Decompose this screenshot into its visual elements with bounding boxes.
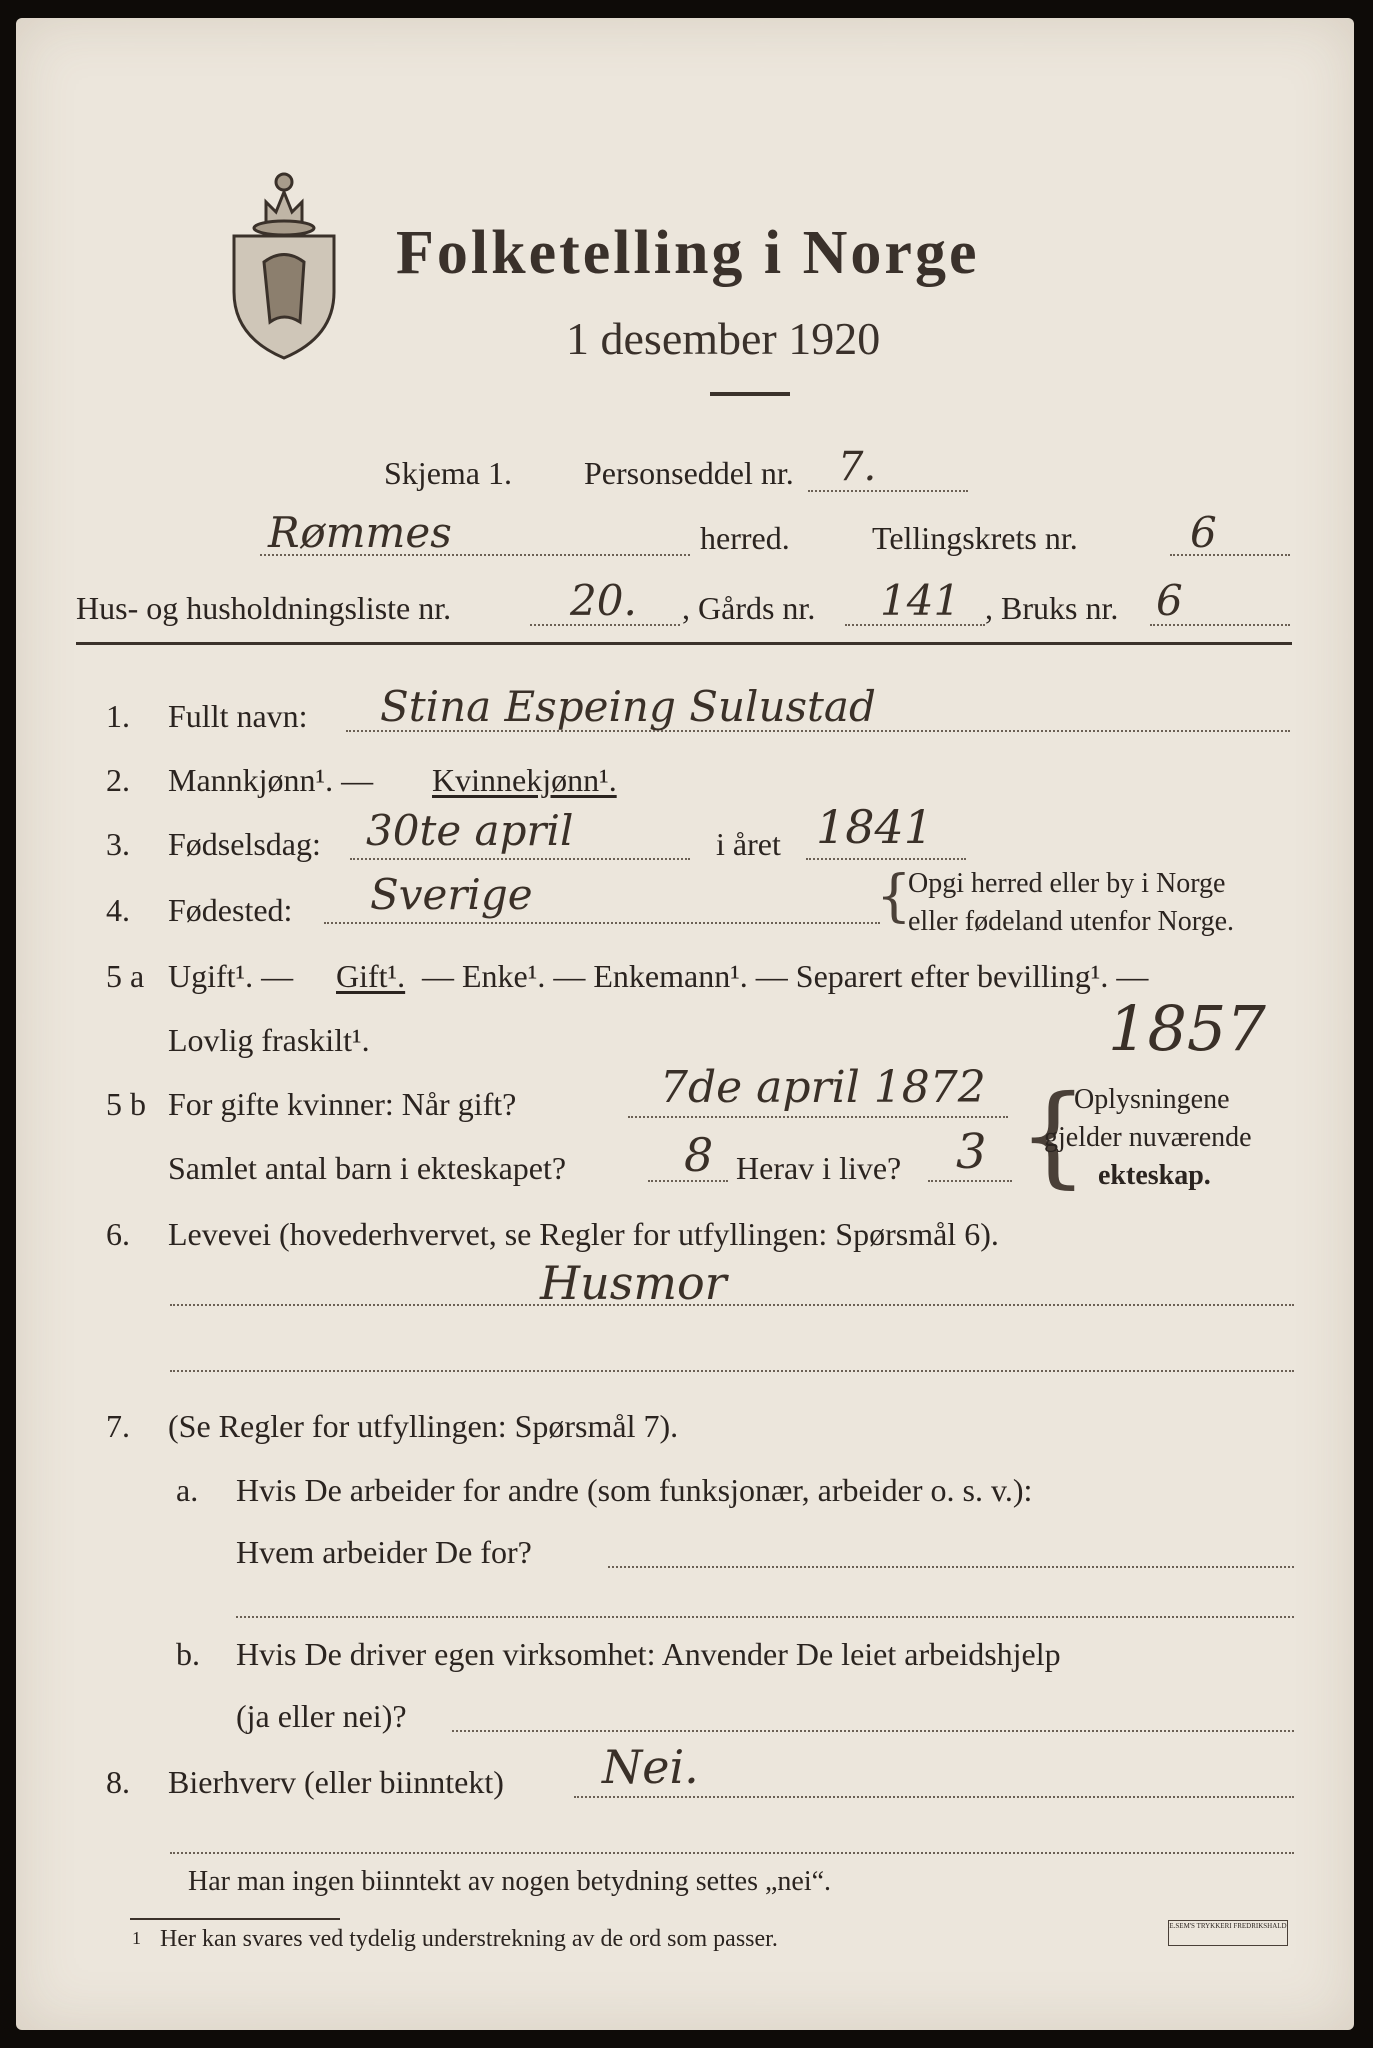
q3-line [350,858,690,860]
census-date: 1 desember 1920 [566,313,881,364]
q5b-children-value: 8 [684,1128,714,1182]
q3-number: 3. [106,826,130,862]
q8-line-2 [170,1852,1294,1854]
q6-value: Husmor [540,1256,727,1310]
q6-label: Levevei (hovederhvervet, se Regler for utfyllingen: Spørsmål 6). [168,1216,999,1252]
q5b-note-line1: Oplysningene [1074,1084,1230,1115]
q3-year-value: 1841 [816,800,934,854]
bruks-value: 6 [1156,576,1183,625]
gards-label: , Gårds nr. [682,590,816,626]
q7b-letter: b. [176,1636,200,1672]
q6-line-1 [170,1304,1294,1306]
herred-label: herred. [700,520,790,556]
nei-note: Har man ingen biinntekt av nogen betydning settes „nei“. [188,1866,832,1897]
q5a-option-fraskilt: Lovlig fraskilt¹. [168,1022,370,1058]
tellingskrets-label: Tellingskrets nr. [872,520,1078,556]
schema-label: Skjema 1. [384,455,512,491]
q7b-line1: Hvis De driver egen virksomhet: Anvender De leiet arbeidshjelp [236,1636,1061,1672]
q2-option-male: Mannkjønn¹. — [168,762,374,798]
husliste-value: 20. [570,576,637,625]
q6-line-2 [170,1370,1294,1372]
q5b-brace: { [1018,1071,1088,1199]
q1-label: Fullt navn: [168,698,308,734]
q5b-number: 5 b [106,1086,146,1122]
q5b-note-line3: ekteskap. [1098,1160,1211,1191]
q4-value: Sverige [370,870,533,919]
q7a-line1: Hvis De arbeider for andre (som funksjonær, arbeider o. s. v.): [236,1472,1033,1508]
herred-value: Rømmes [268,508,452,557]
q7a-line2: Hvem arbeider De for? [236,1534,532,1570]
gards-value: 141 [880,576,961,625]
q5b-children-label: Samlet antal barn i ekteskapet? [168,1150,567,1186]
footnote-rule [130,1918,340,1920]
q4-number: 4. [106,892,130,928]
personseddel-label: Personseddel nr. [584,455,794,491]
title-rule [710,392,790,396]
q5a-option-gift: Gift¹. [336,958,406,994]
q4-label: Fødested: [168,892,293,928]
q3-mid-label: i året [716,826,781,862]
q5a-options-rest: — Enke¹. — Enkemann¹. — Separert efter bevilling¹. — [422,958,1149,994]
q5b-note-line2: gjelder nuværende [1044,1122,1252,1153]
q5a-margin-year: 1857 [1108,992,1266,1065]
q5a-option-ugift: Ugift¹. — [168,958,294,994]
q2-option-female: Kvinnekjønn¹. [432,762,617,798]
q8-label: Bierhverv (eller biinntekt) [168,1764,504,1800]
q8-line [574,1796,1294,1798]
bruks-label: , Bruks nr. [985,590,1119,626]
q5b-alive-line [928,1180,1012,1182]
q5b-label: For gifte kvinner: Når gift? [168,1086,517,1122]
q7-number: 7. [106,1408,130,1444]
q5b-alive-label: Herav i live? [736,1150,902,1186]
q8-number: 8. [106,1764,130,1800]
personseddel-value: 7. [838,444,877,490]
q7a-letter: a. [176,1472,199,1508]
q3-year-line [806,858,966,860]
q5b-alive-value: 3 [956,1124,987,1180]
q5b-married-line [628,1116,1008,1118]
footnote-marker: 1 [132,1928,141,1948]
q7b-line2: (ja eller nei)? [236,1698,407,1734]
q7a-answer-line-2 [236,1616,1294,1618]
q6-number: 6. [106,1216,130,1252]
tellingskrets-line [1170,554,1290,556]
personseddel-line [808,490,968,492]
q8-value: Nei. [602,1740,699,1794]
q4-note-line1: Opgi herred eller by i Norge [908,868,1226,899]
q1-value: Stina Espeing Sulustad [380,682,876,731]
form-title: Folketelling i Norge [396,219,980,287]
q7-label: (Se Regler for utfyllingen: Spørsmål 7). [168,1408,679,1444]
q7a-answer-line-1 [608,1566,1294,1568]
q5b-married-value: 7de april 1872 [660,1062,986,1113]
q1-number: 1. [106,698,130,734]
q4-line [324,922,880,924]
husliste-label: Hus- og husholdningsliste nr. [76,590,452,626]
q3-label: Fødselsdag: [168,826,321,862]
q5a-number: 5 a [106,958,145,994]
footnote-text: Her kan svares ved tydelig understrekning av de ord som passer. [160,1926,778,1952]
q4-note-line2: eller fødeland utenfor Norge. [908,906,1235,937]
header-divider [76,642,1292,645]
q3-value: 30te april [366,806,574,855]
printer-stamp: E.SEM'S TRYKKERI FREDRIKSHALD [1168,1920,1288,1946]
coat-of-arms-icon [226,162,342,362]
q7b-answer-line [452,1730,1294,1732]
q4-brace: { [876,864,912,929]
tellingskrets-value: 6 [1190,508,1217,557]
q2-number: 2. [106,762,130,798]
